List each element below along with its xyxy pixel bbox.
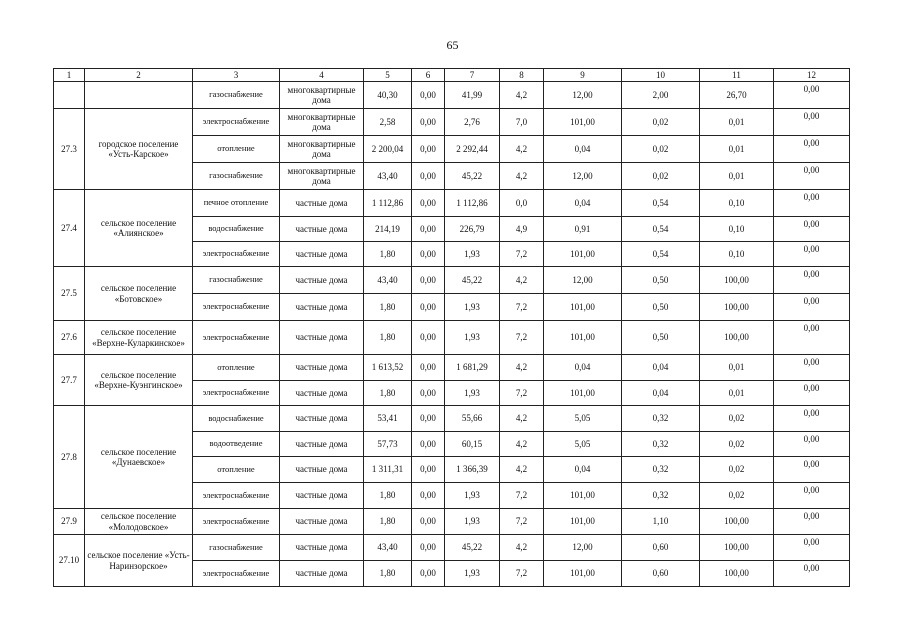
header-row [54,69,850,82]
value-cell: 53,41 [364,406,412,432]
service-cell: газоснабжение [193,82,280,109]
value-cell: 0,01 [700,355,774,381]
value-cell: 4,2 [500,163,544,190]
value-cell: 7,2 [500,242,544,267]
value-cell: 40,30 [364,82,412,109]
value-cell: 1,93 [445,509,500,535]
service-cell: газоснабжение [193,535,280,561]
settlement-cell: сельское поселение «Ботовское» [85,267,193,321]
value-cell: 0,00 [412,432,445,457]
value-cell: 0,00 [774,355,850,381]
housing-type-cell: частные дома [280,217,364,242]
value-cell: 0,32 [622,483,700,509]
value-cell: 12,00 [544,163,622,190]
value-cell: 1,80 [364,294,412,321]
housing-type-cell: частные дома [280,355,364,381]
value-cell: 1 366,39 [445,457,500,483]
value-cell: 0,00 [774,136,850,163]
value-cell: 0,04 [544,190,622,217]
value-cell: 26,70 [700,82,774,109]
value-cell: 7,2 [500,483,544,509]
value-cell: 100,00 [700,561,774,587]
service-cell: газоснабжение [193,163,280,190]
value-cell: 0,00 [412,321,445,355]
value-cell: 45,22 [445,163,500,190]
service-cell: отопление [193,136,280,163]
value-cell: 1 613,52 [364,355,412,381]
value-cell: 100,00 [700,509,774,535]
housing-type-cell: частные дома [280,381,364,406]
service-cell: водоотведение [193,432,280,457]
value-cell: 55,66 [445,406,500,432]
value-cell: 0,00 [774,109,850,136]
value-cell: 1,93 [445,483,500,509]
value-cell: 43,40 [364,163,412,190]
value-cell: 101,00 [544,321,622,355]
settlement-cell: сельское поселение «Усть-Наринзорское» [85,535,193,587]
service-cell: электроснабжение [193,321,280,355]
value-cell: 57,73 [364,432,412,457]
value-cell: 1,93 [445,294,500,321]
value-cell: 12,00 [544,535,622,561]
page-number: 65 [446,38,459,52]
value-cell: 0,04 [544,355,622,381]
value-cell: 0,00 [774,381,850,406]
value-cell: 0,00 [774,217,850,242]
item-number-cell: 27.8 [54,406,85,509]
value-cell: 0,10 [700,190,774,217]
value-cell: 0,00 [412,381,445,406]
service-cell: отопление [193,457,280,483]
value-cell: 1 681,29 [445,355,500,381]
housing-type-cell: частные дома [280,457,364,483]
housing-type-cell: частные дома [280,509,364,535]
value-cell: 0,01 [700,163,774,190]
table-row [54,82,850,109]
settlement-cell: сельское поселение «Дунаевское» [85,406,193,509]
value-cell: 214,19 [364,217,412,242]
value-cell: 226,79 [445,217,500,242]
value-cell: 0,02 [700,406,774,432]
value-cell: 1,80 [364,242,412,267]
item-number-cell: 27.4 [54,190,85,267]
value-cell: 0,50 [622,294,700,321]
housing-type-cell: частные дома [280,483,364,509]
value-cell: 0,00 [774,267,850,294]
value-cell: 0,00 [412,163,445,190]
table-row [54,406,850,432]
value-cell: 0,54 [622,190,700,217]
value-cell: 101,00 [544,509,622,535]
settlement-cell: сельское поселение «Алиянское» [85,190,193,267]
value-cell: 101,00 [544,109,622,136]
value-cell: 1 311,31 [364,457,412,483]
value-cell: 101,00 [544,483,622,509]
value-cell: 0,60 [622,561,700,587]
value-cell: 101,00 [544,561,622,587]
housing-type-cell: многоквартирные дома [280,109,364,136]
value-cell: 100,00 [700,321,774,355]
value-cell: 1,93 [445,242,500,267]
value-cell: 0,32 [622,406,700,432]
value-cell: 0,00 [412,82,445,109]
housing-type-cell: многоквартирные дома [280,163,364,190]
value-cell: 1,80 [364,381,412,406]
value-cell: 0,50 [622,321,700,355]
value-cell: 0,00 [412,406,445,432]
value-cell: 100,00 [700,535,774,561]
value-cell: 1,93 [445,321,500,355]
value-cell: 2 200,04 [364,136,412,163]
item-number-cell: 27.5 [54,267,85,321]
value-cell: 0,50 [622,267,700,294]
header-cell: 11 [700,69,774,82]
item-number-cell [54,82,85,109]
settlement-cell [85,82,193,109]
item-number-cell: 27.7 [54,355,85,406]
value-cell: 4,2 [500,267,544,294]
value-cell: 0,01 [700,381,774,406]
value-cell: 0,00 [774,535,850,561]
value-cell: 0,00 [412,355,445,381]
value-cell: 0,00 [412,190,445,217]
housing-type-cell: частные дома [280,190,364,217]
housing-type-cell: частные дома [280,267,364,294]
value-cell: 4,2 [500,457,544,483]
header-cell: 6 [412,69,445,82]
value-cell: 101,00 [544,381,622,406]
value-cell: 60,15 [445,432,500,457]
service-cell: электроснабжение [193,109,280,136]
value-cell: 0,02 [700,483,774,509]
value-cell: 0,00 [412,483,445,509]
value-cell: 1,80 [364,509,412,535]
header-cell: 7 [445,69,500,82]
value-cell: 0,00 [774,294,850,321]
value-cell: 0,01 [700,136,774,163]
value-cell: 43,40 [364,535,412,561]
service-cell: водоснабжение [193,217,280,242]
value-cell: 0,00 [412,509,445,535]
item-number-cell: 27.9 [54,509,85,535]
value-cell: 0,00 [412,242,445,267]
value-cell: 1 112,86 [445,190,500,217]
value-cell: 7,0 [500,109,544,136]
value-cell: 4,2 [500,535,544,561]
value-cell: 100,00 [700,294,774,321]
value-cell: 12,00 [544,267,622,294]
value-cell: 0,60 [622,535,700,561]
value-cell: 12,00 [544,82,622,109]
value-cell: 0,0 [500,190,544,217]
value-cell: 101,00 [544,242,622,267]
value-cell: 0,10 [700,242,774,267]
value-cell: 7,2 [500,294,544,321]
header-cell: 3 [193,69,280,82]
value-cell: 0,00 [412,535,445,561]
service-cell: газоснабжение [193,267,280,294]
value-cell: 0,04 [622,381,700,406]
value-cell: 41,99 [445,82,500,109]
value-cell: 0,00 [412,109,445,136]
value-cell: 0,04 [544,457,622,483]
table-body [54,69,850,587]
value-cell: 2,58 [364,109,412,136]
service-cell: отопление [193,355,280,381]
table-row [54,267,850,294]
value-cell: 45,22 [445,267,500,294]
value-cell: 101,00 [544,294,622,321]
value-cell: 1 112,86 [364,190,412,217]
housing-type-cell: частные дома [280,294,364,321]
value-cell: 0,02 [622,136,700,163]
value-cell: 0,32 [622,457,700,483]
value-cell: 1,10 [622,509,700,535]
housing-type-cell: многоквартирные дома [280,82,364,109]
value-cell: 0,00 [774,561,850,587]
service-cell: электроснабжение [193,509,280,535]
value-cell: 0,02 [700,432,774,457]
value-cell: 5,05 [544,432,622,457]
value-cell: 0,00 [774,457,850,483]
value-cell: 2 292,44 [445,136,500,163]
value-cell: 2,00 [622,82,700,109]
value-cell: 0,04 [544,136,622,163]
value-cell: 4,9 [500,217,544,242]
value-cell: 0,32 [622,432,700,457]
value-cell: 1,80 [364,561,412,587]
value-cell: 0,01 [700,109,774,136]
service-cell: печное отопление [193,190,280,217]
value-cell: 0,00 [412,294,445,321]
value-cell: 4,2 [500,432,544,457]
table-row [54,190,850,217]
value-cell: 0,00 [412,217,445,242]
value-cell: 1,93 [445,381,500,406]
value-cell: 0,04 [622,355,700,381]
value-cell: 0,00 [412,561,445,587]
table-row [54,321,850,355]
table-row [54,355,850,381]
value-cell: 1,80 [364,483,412,509]
service-cell: электроснабжение [193,381,280,406]
value-cell: 7,2 [500,321,544,355]
value-cell: 0,00 [774,406,850,432]
value-cell: 0,00 [774,82,850,109]
value-cell: 1,80 [364,321,412,355]
value-cell: 0,00 [774,432,850,457]
value-cell: 100,00 [700,267,774,294]
service-cell: электроснабжение [193,294,280,321]
value-cell: 0,00 [412,136,445,163]
value-cell: 0,10 [700,217,774,242]
housing-type-cell: частные дома [280,432,364,457]
data-table [53,68,850,587]
header-cell: 8 [500,69,544,82]
value-cell: 0,02 [622,109,700,136]
value-cell: 5,05 [544,406,622,432]
service-cell: водоснабжение [193,406,280,432]
value-cell: 0,00 [774,190,850,217]
value-cell: 4,2 [500,82,544,109]
value-cell: 0,00 [774,321,850,355]
settlement-cell: сельское поселение «Верхне-Куларкинское» [85,321,193,355]
value-cell: 0,02 [700,457,774,483]
table-row [54,509,850,535]
value-cell: 7,2 [500,381,544,406]
value-cell: 0,00 [774,163,850,190]
value-cell: 0,00 [412,267,445,294]
value-cell: 0,54 [622,217,700,242]
value-cell: 7,2 [500,509,544,535]
housing-type-cell: частные дома [280,242,364,267]
value-cell: 0,00 [774,509,850,535]
settlement-cell: сельское поселение «Верхне-Куэнгинское» [85,355,193,406]
table-row [54,535,850,561]
housing-type-cell: частные дома [280,535,364,561]
header-cell: 2 [85,69,193,82]
value-cell: 0,02 [622,163,700,190]
service-cell: электроснабжение [193,242,280,267]
header-cell: 9 [544,69,622,82]
value-cell: 0,00 [774,483,850,509]
housing-type-cell: многоквартирные дома [280,136,364,163]
housing-type-cell: частные дома [280,321,364,355]
header-cell: 4 [280,69,364,82]
header-cell: 12 [774,69,850,82]
service-cell: электроснабжение [193,483,280,509]
value-cell: 0,00 [774,242,850,267]
item-number-cell: 27.6 [54,321,85,355]
settlement-cell: сельское поселение «Молодовское» [85,509,193,535]
value-cell: 43,40 [364,267,412,294]
service-cell: электроснабжение [193,561,280,587]
settlement-cell: городское поселение «Усть-Карское» [85,109,193,190]
header-cell: 10 [622,69,700,82]
value-cell: 45,22 [445,535,500,561]
value-cell: 4,2 [500,355,544,381]
header-cell: 1 [54,69,85,82]
value-cell: 1,93 [445,561,500,587]
table-row [54,109,850,136]
housing-type-cell: частные дома [280,561,364,587]
value-cell: 4,2 [500,406,544,432]
housing-type-cell: частные дома [280,406,364,432]
header-cell: 5 [364,69,412,82]
value-cell: 4,2 [500,136,544,163]
item-number-cell: 27.3 [54,109,85,190]
value-cell: 0,00 [412,457,445,483]
item-number-cell: 27.10 [54,535,85,587]
value-cell: 2,76 [445,109,500,136]
value-cell: 7,2 [500,561,544,587]
value-cell: 0,54 [622,242,700,267]
value-cell: 0,91 [544,217,622,242]
